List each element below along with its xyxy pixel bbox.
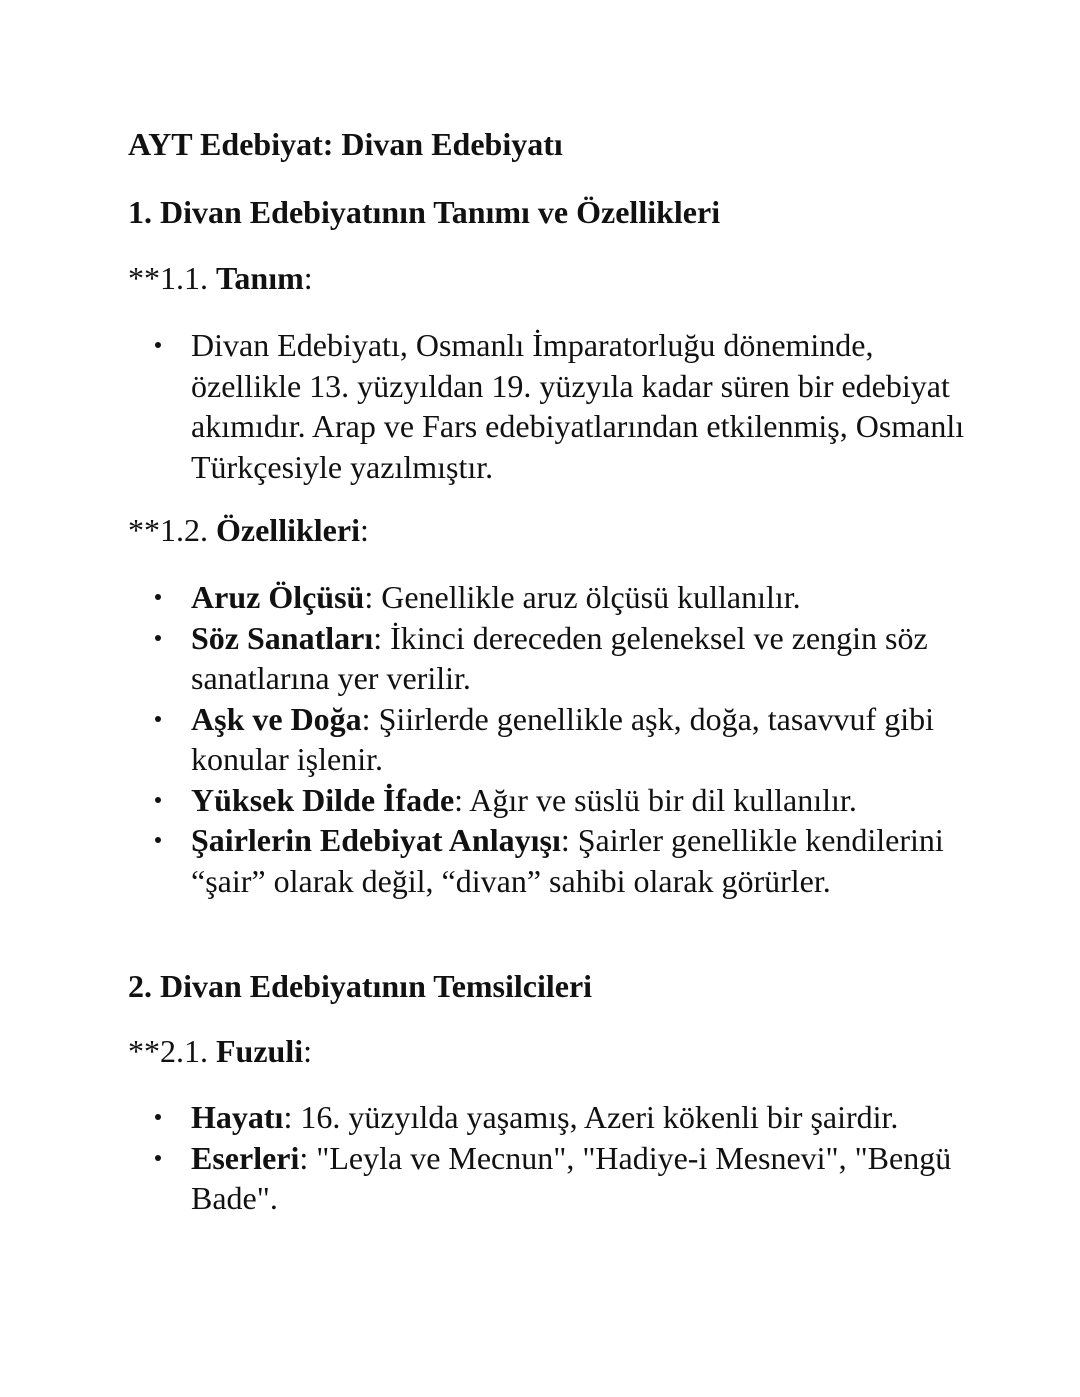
list-item (128, 618, 968, 699)
bullet-icon (155, 716, 161, 722)
item-text: Genellikle aruz ölçüsü kullanılır. (381, 579, 801, 615)
list-item (128, 577, 968, 618)
item-separator: : (299, 1139, 317, 1176)
subheading-label: Tanım (216, 260, 304, 296)
subheading-prefix: **1.2. (128, 512, 216, 548)
bullet-icon (155, 635, 161, 641)
item-term: Aruz Ölçüsü (191, 579, 365, 615)
list-item (128, 820, 968, 901)
list-item (128, 699, 968, 780)
item-text: Divan Edebiyatı, Osmanlı İmparatorluğu döneminde, özellikle 13. yüzyıldan 19. yüzyıla kadar süren bir edebiyat akımıdır. Arap ve Fars edebiyatlarından etkilenmiş, Osmanlı Türkçesiyle yazılmıştır. (191, 327, 965, 485)
item-term: Yüksek Dilde İfade (191, 781, 455, 818)
bullet-icon (155, 594, 161, 600)
item-text: Ağır ve süslü bir dil kullanılır. (469, 781, 857, 818)
item-separator: : (454, 781, 470, 818)
list-item (128, 325, 968, 487)
bullet-icon (155, 797, 161, 803)
item-text: 16. yüzyılda yaşamış, Azeri kökenli bir şairdir. (300, 1099, 899, 1135)
subheading-suffix: : (303, 260, 313, 296)
ozellikleri-list (128, 577, 968, 901)
bullet-icon (155, 1155, 161, 1161)
item-separator: : (283, 1099, 301, 1135)
subheading-suffix: : (303, 1033, 313, 1069)
item-text: "Leyla ve Mecnun", "Hadiye-i Mesnevi", "Bengü Bade". (191, 1139, 952, 1216)
item-term: Hayatı (191, 1099, 284, 1135)
subheading-tanim (128, 258, 313, 298)
item-separator: : (364, 579, 382, 615)
item-separator: : (361, 700, 379, 737)
bullet-icon (155, 342, 161, 348)
subheading-suffix: : (359, 512, 369, 548)
bullet-icon (155, 837, 161, 843)
subheading-prefix: **1.1. (128, 260, 216, 296)
item-term: Eserleri (191, 1139, 300, 1176)
item-separator: : (560, 822, 578, 858)
fuzuli-list (128, 1097, 968, 1219)
subheading-label: Fuzuli (216, 1033, 304, 1069)
section-heading-1: 1. Divan Edebiyatının Tanımı ve Özellikleri (128, 194, 721, 230)
subheading-fuzuli (128, 1031, 312, 1071)
subheading-label: Özellikleri (216, 512, 360, 548)
subheading-ozellikleri (128, 510, 369, 550)
item-term: Aşk ve Doğa (191, 700, 362, 737)
item-term: Şairlerin Edebiyat Anlayışı (191, 822, 561, 858)
item-text: Şiirlerde genellikle aşk, doğa, tasavvuf gibi konular işlenir. (191, 700, 934, 777)
list-item (128, 1097, 968, 1138)
document-title: AYT Edebiyat: Divan Edebiyatı (128, 126, 563, 162)
item-text: İkinci dereceden geleneksel ve zengin söz sanatlarına yer verilir. (191, 619, 928, 696)
subheading-prefix: **2.1. (128, 1033, 216, 1069)
item-separator: : (373, 619, 391, 656)
section-heading-2: 2. Divan Edebiyatının Temsilcileri (128, 968, 593, 1004)
tanim-list (128, 325, 968, 487)
list-item (128, 780, 968, 821)
item-text: Şairler genellikle kendilerini “şair” olarak değil, “divan” sahibi olarak görürler. (191, 822, 944, 899)
bullet-icon (155, 1114, 161, 1120)
list-item (128, 1138, 968, 1219)
item-term: Söz Sanatları (191, 619, 374, 656)
